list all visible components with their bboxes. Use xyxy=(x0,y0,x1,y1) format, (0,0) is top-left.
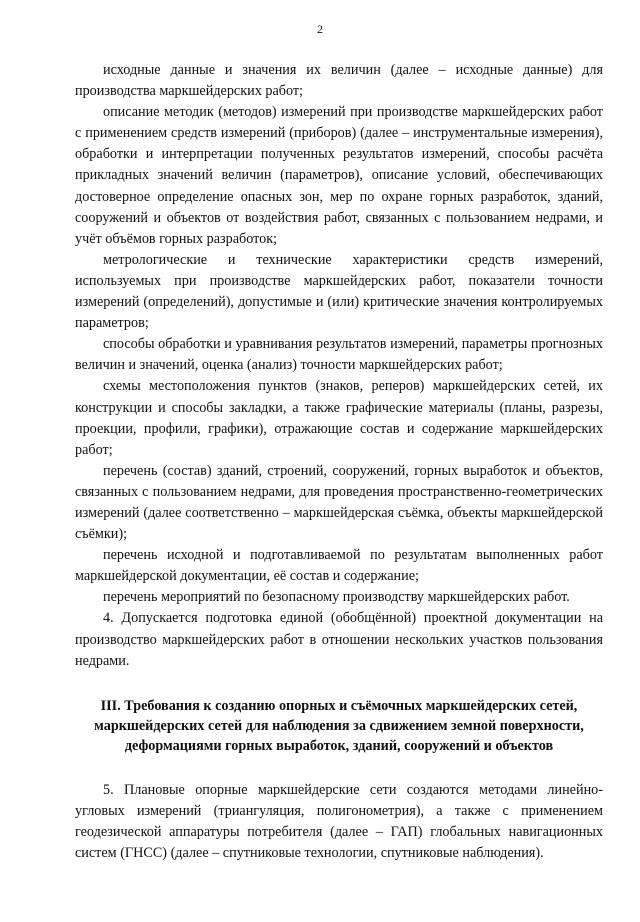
paragraph-objects-list: перечень (состав) зданий, строений, сооружений, горных выработок и объектов, связанных с пользованием недрами, для проведения пространственно-геометрических измерений (далее соответственно – маркшейдерская съёмка, объекты маркшейдерской съёмки); xyxy=(75,462,603,543)
section-heading-line-2: маркшейдерских сетей для наблюдения за сдвижением земной поверхности, xyxy=(94,717,584,734)
paragraph-item-4: 4. Допускается подготовка единой (обобщённой) проектной документации на производство маркшейдерских работ в отношении нескольких участков пользования недрами. xyxy=(75,610,603,669)
paragraph-safety-measures: перечень мероприятий по безопасному производству маркшейдерских работ. xyxy=(103,589,570,606)
paragraph-processing-methods: способы обработки и уравнивания результатов измерений, параметры прогнозных величин и значений, оценка (анализ) точности маркшейдерских работ; xyxy=(75,336,603,374)
document-body xyxy=(75,60,603,864)
paragraph-documentation-list: перечень исходной и подготавливаемой по результатам выполненных работ маркшейдерской документации, её состав и содержание; xyxy=(75,547,603,585)
section-heading-line-3: деформациями горных выработок, зданий, сооружений и объектов xyxy=(124,737,554,754)
paragraph-network-schemes: схемы местоположения пунктов (знаков, реперов) маркшейдерских сетей, их конструкции и способы закладки, а также графические материалы (планы, разрезы, проекции, профили, графики), отражающие состав и содержание маркшейдерских работ; xyxy=(75,378,603,458)
paragraph-initial-data: исходные данные и значения их величин (далее – исходные данные) для производства маркшейдерских работ; xyxy=(75,62,603,100)
section-heading xyxy=(75,696,603,756)
paragraph-metrology: метрологические и технические характеристики средств измерений, используемых при производстве маркшейдерских работ, показатели точности измерений (определений), допустимые и (или) критические значения контролируемых параметров; xyxy=(75,251,603,332)
section-heading-line-1: III. Требования к созданию опорных и съёмочных маркшейдерских сетей, xyxy=(100,697,578,714)
paragraph-item-5: 5. Плановые опорные маркшейдерские сети создаются методами линейно-угловых измерений (триангуляция, полигонометрия), а также с применением геодезической аппаратуры потребителя (далее – ГАП) глобальных навигационных систем (ГНСС) (далее – спутниковые технологии, спутниковые наблюдения). xyxy=(75,781,603,861)
page-number: 2 xyxy=(317,22,323,36)
paragraph-measurement-methods: описание методик (методов) измерений при производстве маркшейдерских работ с применением средств измерений (приборов) (далее – инструментальные измерения), обработки и интерпретации полученных результатов измерений, способы расчёта прикладных значений величин (параметров), описание условий, обеспечивающих достоверное определение опасных зон, мер по охране горных разработок, зданий, сооружений и объектов от воздействия работ, связанных с пользованием недрами, и учёт объёмов горных разработок; xyxy=(75,104,603,247)
